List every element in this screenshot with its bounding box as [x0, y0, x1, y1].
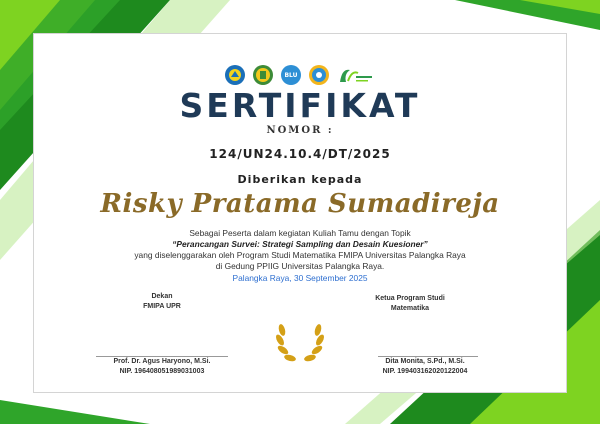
- right-signatory-nip: NIP. 199403162020122004: [382, 368, 468, 375]
- right-signatory: [358, 357, 492, 377]
- left-signatory: [78, 357, 246, 377]
- date-place: Palangka Raya, 30 September 2025: [232, 273, 368, 283]
- body-text-line-4: di Gedung PPIIG Universitas Palangka Raya.: [215, 261, 385, 271]
- right-signatory-position: Ketua Program Studi: [375, 295, 445, 302]
- left-signatory-position: Dekan: [151, 293, 173, 300]
- right-signatory-unit: Matematika: [390, 305, 430, 312]
- left-signatory-unit: FMIPA UPR: [143, 303, 181, 310]
- given-to-label: Diberikan kepada: [237, 173, 363, 186]
- body-text-line-1: Sebagai Peserta dalam kegiatan Kuliah Tamu dengan Topik: [189, 228, 411, 238]
- blu-logo-text: BLU: [284, 72, 298, 79]
- certificate-title: SERTIFIKAT: [179, 86, 421, 125]
- kampus-logo-icon: [252, 64, 274, 86]
- upr-logo-icon: [224, 64, 246, 86]
- corner-shape-bottom-left: [0, 400, 150, 424]
- logo-strip: [224, 62, 376, 88]
- left-signatory-nip: NIP. 196408051989031003: [119, 368, 205, 375]
- anniversary-logo-icon: [336, 64, 374, 86]
- laurel-wreath-icon: [270, 322, 330, 366]
- right-signatory-title: [348, 294, 472, 314]
- right-signatory-name: Dita Monita, S.Pd., M.Si.: [385, 358, 465, 365]
- body-text-line-3: yang diselenggarakan oleh Program Studi Matematika FMIPA Universitas Palangka Raya: [134, 250, 466, 260]
- blu-logo-icon: [280, 64, 302, 86]
- left-signatory-title: [108, 292, 216, 312]
- event-topic: “Perancangan Survei: Strategi Sampling dan Desain Kuesioner”: [172, 239, 428, 249]
- left-signatory-name: Prof. Dr. Agus Haryono, M.Si.: [113, 358, 211, 365]
- recipient-name: Risky Pratama Sumadireja: [100, 189, 500, 219]
- certificate-number-label: NOMOR :: [266, 125, 334, 136]
- badge-logo-icon: [308, 64, 330, 86]
- certificate-number: 124/UN24.10.4/DT/2025: [209, 147, 391, 161]
